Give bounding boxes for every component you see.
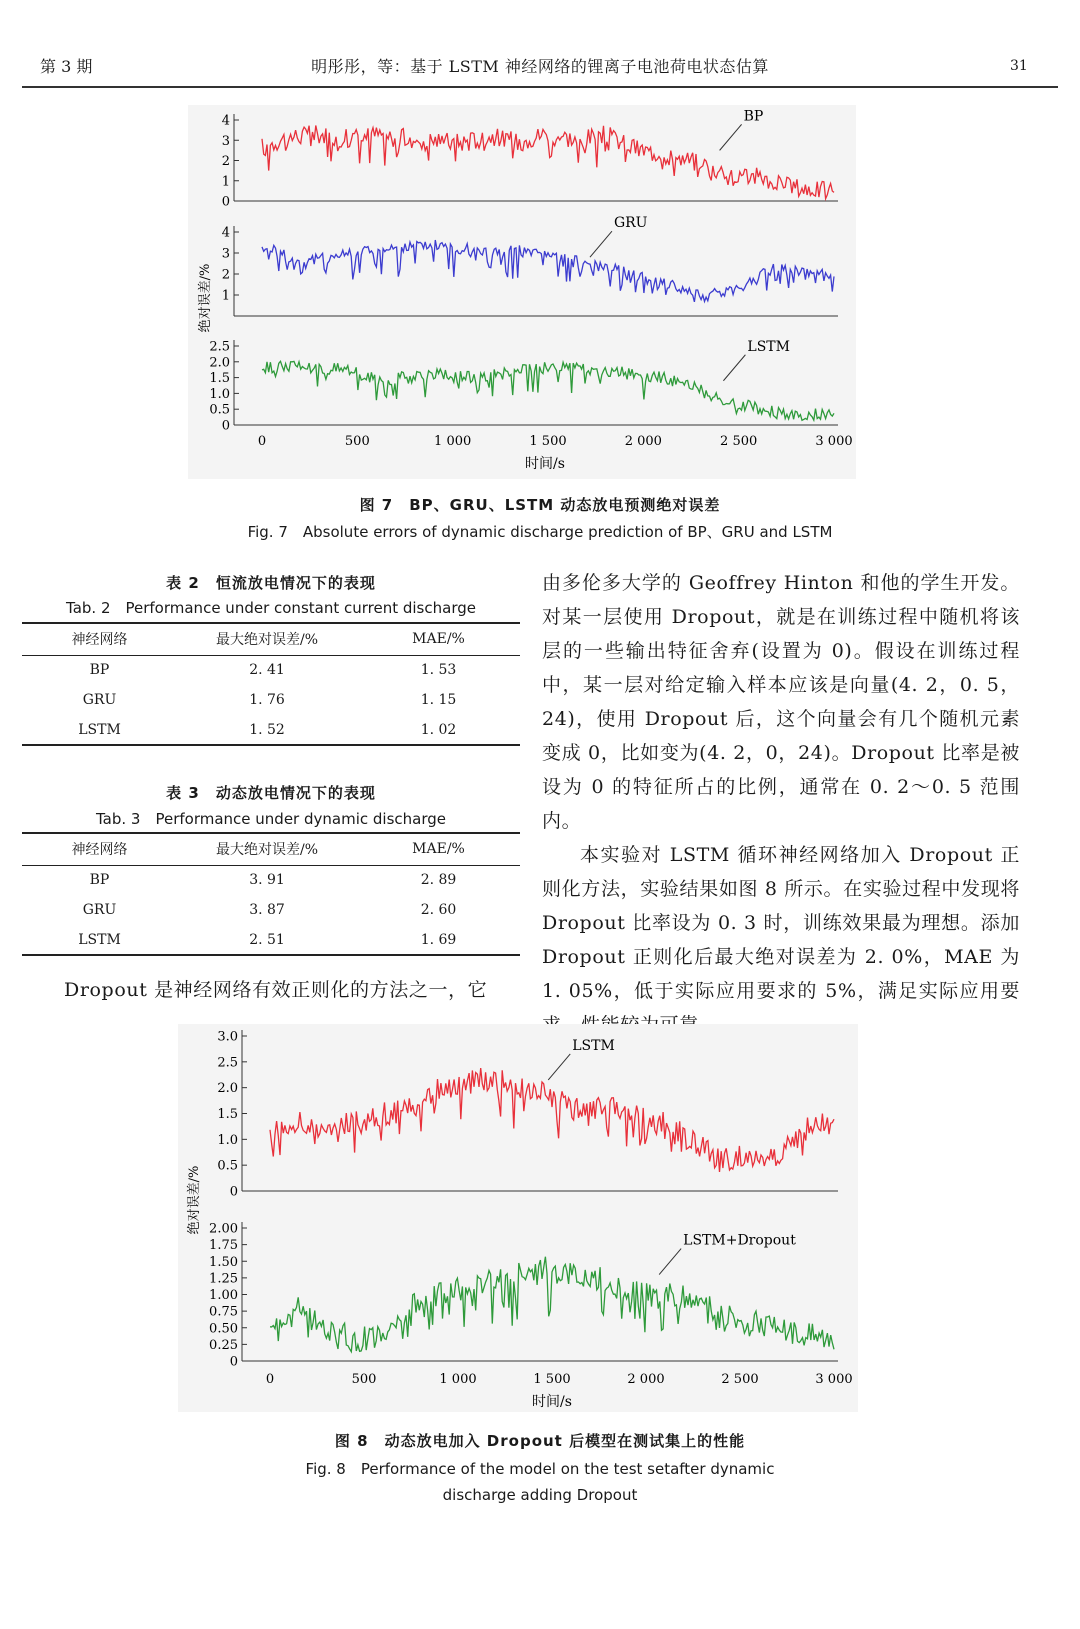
annotation-label-bp: BP: [743, 108, 764, 125]
x-tick-label: 1 000: [439, 1372, 477, 1387]
figure-7-chart: [0, 100, 1080, 480]
y-tick-label: 2: [221, 154, 230, 169]
cell-max-abs-error: 3. 87: [249, 902, 285, 918]
cell-max-abs-error: 1. 52: [249, 721, 285, 738]
table-row: [22, 655, 520, 685]
figure-7-background: [188, 105, 856, 479]
x-tick-label: 500: [351, 1372, 377, 1387]
cell-max-abs-error: 2. 41: [249, 662, 285, 679]
header-rule: [22, 86, 1058, 88]
y-tick-label: 0.25: [209, 1337, 238, 1353]
cell-mae: 1. 69: [420, 931, 457, 948]
body-right-column: [542, 566, 1020, 1042]
figure-8-ylabel: 绝对误差/%: [187, 1165, 202, 1235]
x-tick-label: 1 500: [533, 1372, 571, 1387]
y-tick-label: 1.0: [209, 386, 230, 402]
cell-mae: 1. 15: [420, 692, 457, 708]
y-tick-label: 1: [221, 174, 230, 190]
annotation-label-lstm: LSTM: [747, 338, 790, 355]
y-tick-label: 3: [221, 133, 230, 149]
y-tick-label: 4: [221, 113, 230, 129]
y-tick-label: 2: [221, 267, 230, 283]
x-tick-label: 3 000: [815, 434, 853, 449]
body-paragraph-1: 由多伦多大学的 Geoffrey Hinton 和他的学生开发。对某一层使用 Dropout，就是在训练过程中随机将该层的一些输出特征舍弃(设置为 0)。假设在训练过程中，某一层对给定输入样本应该是向量(4. 2，0. 5，24)，使用 Dropout 后，这个向量会有几个随机元素变成 0，比如变为(4. 2，0，24)。Dropout 比率是被设为 0 的特征所占的比例，通常在 0. 2～0. 5 范围内。: [542, 572, 1020, 832]
table-row: [22, 685, 520, 715]
header-network: 神经网络: [22, 833, 177, 865]
cell-mae: 2. 60: [420, 902, 457, 918]
figure-7-caption-zh: 图 7 BP、GRU、LSTM 动态放电预测绝对误差: [359, 496, 721, 514]
x-tick-label: 500: [344, 434, 370, 449]
y-tick-label: 1.00: [209, 1288, 238, 1303]
y-tick-label: 1.5: [217, 1107, 238, 1122]
cell-network: LSTM: [78, 721, 121, 738]
running-title: 明彤彤，等：基于 LSTM 神经网络的锂离子电池荷电状态估算: [311, 57, 769, 76]
figure-8-background: [178, 1024, 858, 1412]
y-tick-label: 0.50: [209, 1321, 238, 1337]
cell-network: GRU: [82, 902, 117, 918]
annotation-label-gru: GRU: [613, 215, 648, 232]
cell-max-abs-error: 2. 51: [249, 931, 285, 948]
y-tick-label: 0: [229, 1184, 238, 1200]
y-tick-label: 2.5: [209, 339, 230, 355]
table-2: [22, 622, 520, 746]
annotation-label-lstm-dropout: LSTM+Dropout: [683, 1232, 796, 1249]
figure-8-caption-zh: 图 8 动态放电加入 Dropout 后模型在测试集上的性能: [334, 1432, 746, 1450]
x-tick-label: 2 500: [721, 1372, 759, 1387]
y-tick-label: 2.0: [217, 1081, 238, 1097]
figure-7-caption-en: Fig. 7 Absolute errors of dynamic discharge prediction of BP、GRU and LSTM: [247, 523, 833, 541]
y-tick-label: 1.50: [209, 1254, 238, 1270]
x-tick-label: 1 500: [529, 434, 567, 449]
figure-8-caption-en-line2: discharge adding Dropout: [442, 1486, 638, 1504]
x-tick-label: 3 000: [815, 1372, 853, 1387]
table-row: [22, 715, 520, 745]
y-tick-label: 3.0: [217, 1029, 238, 1045]
table-3: [22, 832, 520, 956]
header-mae: MAE/%: [357, 623, 520, 655]
figure-8-caption-en-line1: Fig. 8 Performance of the model on the test setafter dynamic: [305, 1460, 775, 1478]
y-tick-label: 1.25: [209, 1271, 238, 1287]
y-tick-label: 1: [221, 288, 230, 304]
body-paragraph-2: 本实验对 LSTM 循环神经网络加入 Dropout 正则化方法，实验结果如图 8 所示。在实验过程中发现将 Dropout 比率设为 0. 3 时，训练效果最为理想。添加 Dropout 正则化后最大绝对误差为 2. 0%，MAE 为 1. 05%，低于实际应用要求的 5%，满足实际应用要: [542, 844, 1020, 1002]
cell-max-abs-error: 1. 76: [249, 692, 285, 708]
cell-network: BP: [89, 872, 110, 889]
y-tick-label: 0: [229, 1354, 238, 1370]
cell-mae: 2. 89: [420, 872, 457, 889]
table-row: [22, 925, 520, 955]
y-tick-label: 4: [221, 225, 230, 241]
page-number: 31: [1010, 58, 1028, 74]
y-tick-label: 2.0: [209, 355, 230, 371]
table-row: [22, 895, 520, 925]
x-tick-label: 2 000: [627, 1372, 665, 1387]
x-tick-label: 0: [257, 434, 267, 449]
body-left-line: Dropout 是神经网络有效正则化的方法之一，它: [64, 979, 488, 1001]
header-max-abs-error: 最大绝对误差/%: [177, 833, 357, 865]
y-tick-label: 0: [221, 194, 230, 210]
cell-mae: 1. 53: [420, 662, 457, 679]
y-tick-label: 2.00: [209, 1221, 238, 1237]
x-tick-label: 0: [265, 1372, 275, 1387]
table-2-caption-zh: 表 2 恒流放电情况下的表现: [166, 574, 376, 592]
table-header-row: [22, 833, 520, 865]
table-2-caption-en: Tab. 2 Performance under constant current discharge: [66, 599, 476, 617]
table-3-caption-zh: 表 3 动态放电情况下的表现: [166, 784, 376, 802]
figure-8-xlabel: 时间/s: [532, 1394, 572, 1410]
table-row: [22, 865, 520, 895]
y-tick-label: 0.5: [209, 402, 230, 418]
header-max-abs-error: 最大绝对误差/%: [177, 623, 357, 655]
cell-mae: 1. 02: [420, 721, 457, 738]
cell-network: BP: [89, 662, 110, 679]
x-tick-label: 1 000: [434, 434, 472, 449]
annotation-label-lstm: LSTM: [572, 1037, 615, 1054]
x-tick-label: 2 500: [720, 434, 758, 449]
header-mae: MAE/%: [357, 833, 520, 865]
y-tick-label: 1.75: [209, 1238, 238, 1254]
figure-7-ylabel: 绝对误差/%: [198, 263, 213, 333]
y-tick-label: 0.5: [217, 1158, 238, 1174]
figure-8-chart: [0, 1020, 1080, 1415]
journal-issue: 第 3 期: [40, 57, 93, 76]
cell-network: GRU: [82, 692, 117, 708]
cell-max-abs-error: 3. 91: [249, 872, 285, 889]
y-tick-label: 1.5: [209, 371, 230, 387]
y-tick-label: 2.5: [217, 1055, 238, 1071]
y-tick-label: 3: [221, 246, 230, 262]
figure-7-xlabel: 时间/s: [525, 456, 565, 472]
table-3-caption-en: Tab. 3 Performance under dynamic discharge: [96, 810, 446, 828]
y-tick-label: 0: [221, 418, 230, 434]
x-tick-label: 2 000: [624, 434, 662, 449]
table-header-row: [22, 623, 520, 655]
cell-network: LSTM: [78, 931, 121, 948]
y-tick-label: 0.75: [209, 1304, 238, 1320]
header-network: 神经网络: [22, 623, 177, 655]
y-tick-label: 1.0: [217, 1132, 238, 1148]
